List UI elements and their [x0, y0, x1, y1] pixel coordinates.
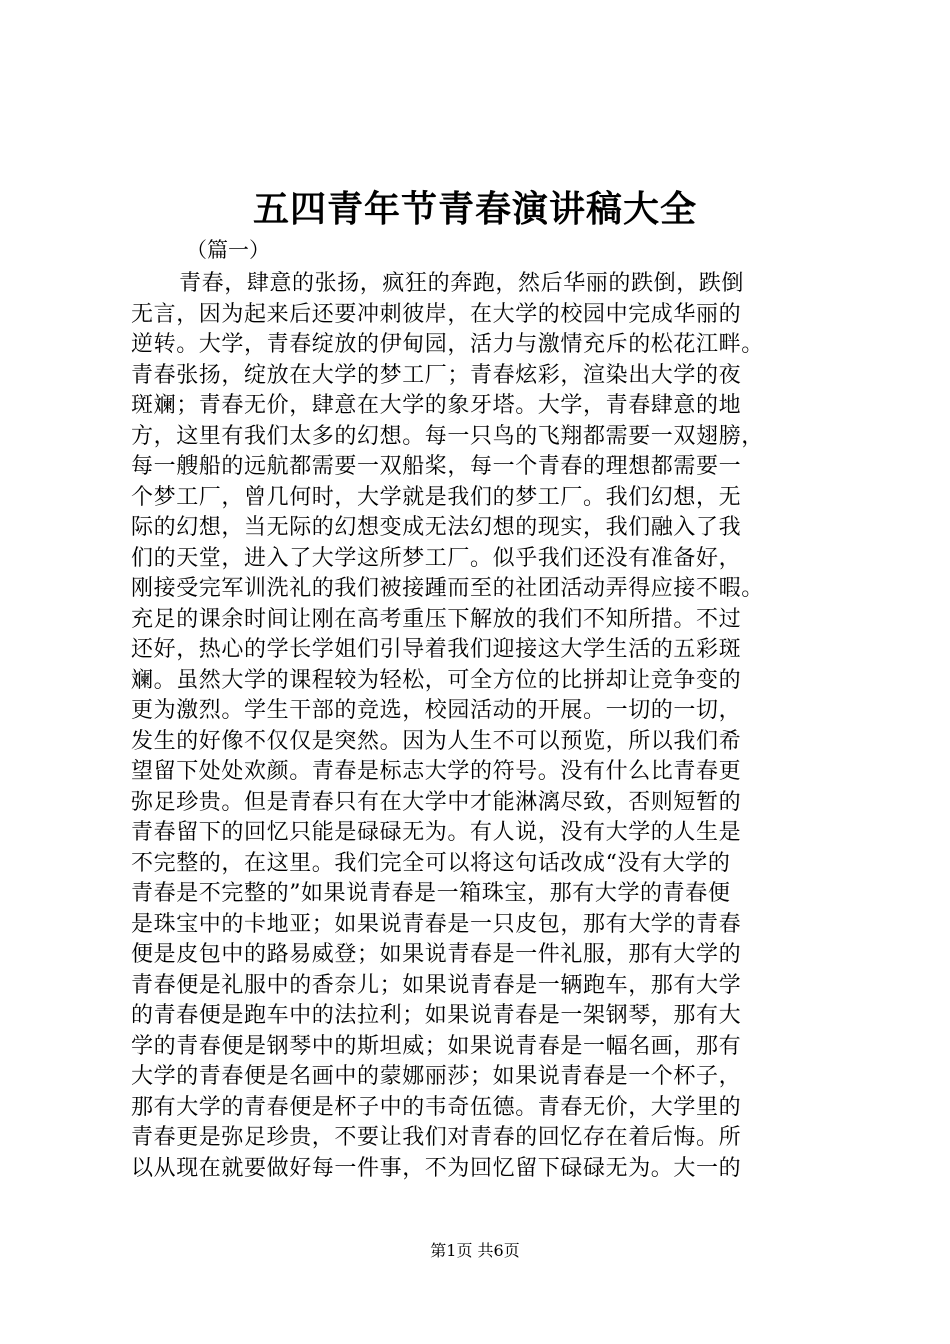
body-line: 际的幻想，当无际的幻想变成无法幻想的现实，我们融入了我: [131, 515, 742, 540]
body-line: 学的青春便是钢琴中的斯坦威；如果说青春是一幅名画，那有: [131, 1033, 742, 1059]
body-line: 青春更是弥足珍贵，不要让我们对青春的回忆存在着后悔。所: [131, 1125, 742, 1150]
page-number-footer: 第1页 共6页: [430, 1241, 520, 1260]
body-line: 那有大学的青春便是杯子中的韦奇伍德。青春无价，大学里的: [131, 1094, 742, 1120]
body-line: 斓。虽然大学的课程较为轻松，可全方位的比拼却让竞争变的: [131, 667, 742, 693]
body-line: 大学的青春便是名画中的蒙娜丽莎；如果说青春是一个杯子，: [131, 1064, 742, 1089]
body-line: 无言，因为起来后还要冲刺彼岸，在大学的校园中完成华丽的: [131, 301, 742, 327]
body-line: 更为激烈。学生干部的竞选，校园活动的开展。一切的一切，: [131, 698, 742, 723]
body-line: 充足的课余时间让刚在高考重压下解放的我们不知所措。不过: [131, 606, 742, 632]
body-line: 弥足珍贵。但是青春只有在大学中才能淋漓尽致，否则短暂的: [131, 789, 742, 815]
body-line: 方，这里有我们太多的幻想。每一只鸟的飞翔都需要一双翅膀，: [131, 423, 764, 449]
body-line: 斑斓；青春无价，肆意在大学的象牙塔。大学，青春肆意的地: [131, 393, 742, 418]
body-line: 以从现在就要做好每一件事，不为回忆留下碌碌无为。大一的: [131, 1155, 742, 1181]
body-line: 青春留下的回忆只能是碌碌无为。有人说，没有大学的人生是: [131, 820, 742, 845]
body-line: 刚接受完军训洗礼的我们被接踵而至的社团活动弄得应接不暇。: [131, 576, 764, 601]
body-line: 发生的好像不仅仅是突然。因为人生不可以预览，所以我们希: [131, 728, 742, 754]
section-label: （篇一）: [186, 238, 270, 262]
body-line: 逆转。大学，青春绽放的伊甸园，活力与激情充斥的松花江畔。: [131, 332, 764, 357]
document-body: [131, 269, 831, 1184]
body-line: 青春便是礼服中的香奈儿；如果说青春是一辆跑车，那有大学: [131, 972, 742, 998]
body-line: 青春张扬，绽放在大学的梦工厂；青春炫彩，渲染出大学的夜: [131, 362, 742, 388]
body-line: 便是皮包中的路易威登；如果说青春是一件礼服，那有大学的: [131, 942, 742, 967]
body-line: 们的天堂，进入了大学这所梦工厂。似乎我们还没有准备好，: [131, 545, 742, 571]
body-line: 还好，热心的学长学姐们引导着我们迎接这大学生活的五彩斑: [131, 637, 742, 662]
body-line: 是珠宝中的卡地亚；如果说青春是一只皮包，那有大学的青春: [131, 911, 742, 937]
body-line: 青春是不完整的”如果说青春是一箱珠宝，那有大学的青春便: [131, 881, 731, 906]
body-line: 的青春便是跑车中的法拉利；如果说青春是一架钢琴，那有大: [131, 1003, 742, 1028]
body-line: 望留下处处欢颜。青春是标志大学的符号。没有什么比青春更: [131, 759, 742, 784]
body-line: 个梦工厂，曾几何时，大学就是我们的梦工厂。我们幻想，无: [131, 484, 742, 510]
document-title: 五四青年节青春演讲稿大全: [252, 188, 697, 230]
body-line: 青春，肆意的张扬，疯狂的奔跑，然后华丽的跌倒，跌倒: [179, 271, 745, 296]
body-line: 每一艘船的远航都需要一双船桨，每一个青春的理想都需要一: [131, 454, 742, 479]
body-line: 不完整的，在这里。我们完全可以将这句话改成“没有大学的: [131, 850, 731, 876]
